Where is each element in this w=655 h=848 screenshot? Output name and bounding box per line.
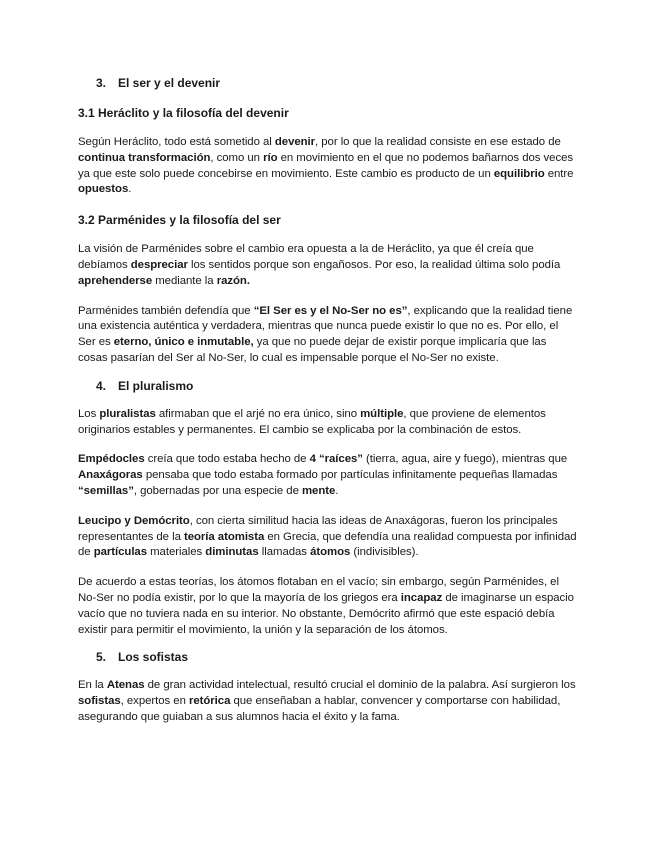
paragraph-empedocles <box>78 452 578 499</box>
paragraph-sofistas <box>78 678 578 725</box>
bold-term: “semillas” <box>78 484 134 497</box>
bold-term: átomos <box>310 546 351 559</box>
text-run: de gran actividad intelectual, resultó crucial el dominio de la palabra. Así surgieron los <box>144 679 576 692</box>
text-run: , gobernadas por una especie de <box>133 484 302 497</box>
bold-term: teoría atomista <box>183 530 265 543</box>
paragraph-atomistas <box>78 514 578 561</box>
text-run: de imaginarse un espacio vacío que no tuviera nada en su interior. No obstante, Demócrito afirmó que este espació debía existir para permitir el movimiento, la unión y la separación de los átomos. <box>78 591 574 636</box>
text-run: , expertos en <box>120 695 189 708</box>
paragraph-parmenides-2 <box>78 304 578 367</box>
text-run: De acuerdo a estas teorías, los átomos flotaban en el vacío; sin embargo, según Parménides, el No-Ser no podía existir, por lo que la mayoría de los griegos era <box>78 576 559 604</box>
bold-term: “El Ser es y el No-Ser no es” <box>253 304 408 317</box>
bold-term: despreciar <box>130 258 188 271</box>
section-4-heading: 4. El pluralismo <box>96 378 194 393</box>
text-run: materiales <box>147 546 206 559</box>
bold-term: río <box>263 151 278 164</box>
section-3-heading: 3. El ser y el devenir <box>96 76 221 90</box>
paragraph-pluralistas <box>78 407 578 439</box>
text-run: en Grecia, que defendía una realidad compuesta por infinidad de <box>78 530 577 559</box>
text-run: , como un <box>210 151 264 164</box>
bold-term: incapaz <box>400 591 443 604</box>
text-run: , por lo que la realidad consiste en ese estado de <box>315 136 561 148</box>
text-run: En la <box>78 679 107 692</box>
text-run: . <box>128 183 132 196</box>
text-run: en movimiento en el que no podemos bañarnos dos veces ya que este solo puede concebirse en movimiento. Este cambio es producto de un <box>78 151 574 180</box>
text-run: . <box>335 484 339 497</box>
bold-term: razón. <box>216 274 250 287</box>
bold-term: Anaxágoras <box>78 469 143 482</box>
section-3-2-heading: 3.2 Parménides y la filosofía del ser <box>78 213 281 228</box>
bold-term: opuestos <box>78 183 129 196</box>
section-5-heading: 5. Los sofistas <box>96 650 189 665</box>
bold-term: equilibrio <box>493 167 545 180</box>
bold-term: retórica <box>188 695 231 708</box>
bold-term: partículas <box>93 546 147 559</box>
text-run: que enseñaban a hablar, convencer y comportarse con habilidad, asegurando que guiaban a sus alumnos hacia el éxito y la fama. <box>78 695 561 723</box>
bold-term: Empédocles <box>78 453 145 466</box>
bold-term: pluralistas <box>99 407 156 420</box>
text-run: ya que no puede dejar de existir porque implicaría que las cosas pasarían del Ser al No-Ser, lo cual es impensable porque el No-Ser no existe. <box>78 336 547 364</box>
text-run: creía que todo estaba hecho de <box>144 453 310 466</box>
text-run: llamadas <box>258 546 311 559</box>
bold-term: Atenas <box>106 679 145 692</box>
text-run: pensaba que todo estaba formado por partículas infinitamente pequeñas llamadas <box>142 469 558 482</box>
bold-term: múltiple <box>360 407 404 420</box>
document-body <box>78 74 578 726</box>
bold-term: diminutas <box>205 546 259 559</box>
bold-term: sofistas <box>78 695 121 708</box>
text-run: Los <box>78 407 100 420</box>
text-run: , que proviene de elementos originarios estables y permanentes. El cambio se explicaba por la combinación de estos. <box>78 407 546 436</box>
text-run: los sentidos porque son engañosos. Por eso, la realidad última solo podía <box>187 258 561 271</box>
text-run: mediante la <box>152 274 217 287</box>
paragraph-parmenides-1 <box>78 242 578 289</box>
bold-term: mente <box>301 484 336 497</box>
paragraph-heraclito <box>78 135 578 198</box>
bold-term: 4 “raíces” <box>309 453 363 466</box>
bold-term: continua transformación <box>78 151 211 164</box>
text-run: (indivisibles). <box>350 546 419 559</box>
text-run: , explicando que la realidad tiene una existencia auténtica y verdadera, mientras que nunca puede existir lo que no es. Por ello, el Ser es <box>78 304 573 349</box>
bold-term: Leucipo y Demócrito <box>78 514 190 527</box>
bold-term: aprehenderse <box>78 274 153 287</box>
text-run: Según Heráclito, todo está sometido al <box>78 136 275 148</box>
text-run: La visión de Parménides sobre el cambio era opuesta a la de Heráclito, ya que él creía que debíamos <box>78 243 534 271</box>
bold-term: eterno, único e inmutable, <box>113 336 254 349</box>
bold-term: devenir <box>274 136 316 148</box>
text-run: (tierra, agua, aire y fuego), mientras que <box>362 453 568 466</box>
text-run: , con cierta similitud hacia las ideas de Anaxágoras, fueron los principales representantes de la <box>78 514 558 543</box>
text-run: entre <box>544 167 574 180</box>
text-run: Parménides también defendía que <box>78 304 254 317</box>
section-3-1-heading: 3.1 Heráclito y la filosofía del devenir <box>78 106 289 120</box>
paragraph-vacio <box>78 575 578 638</box>
text-run: afirmaban que el arjé no era único, sino <box>155 407 361 420</box>
